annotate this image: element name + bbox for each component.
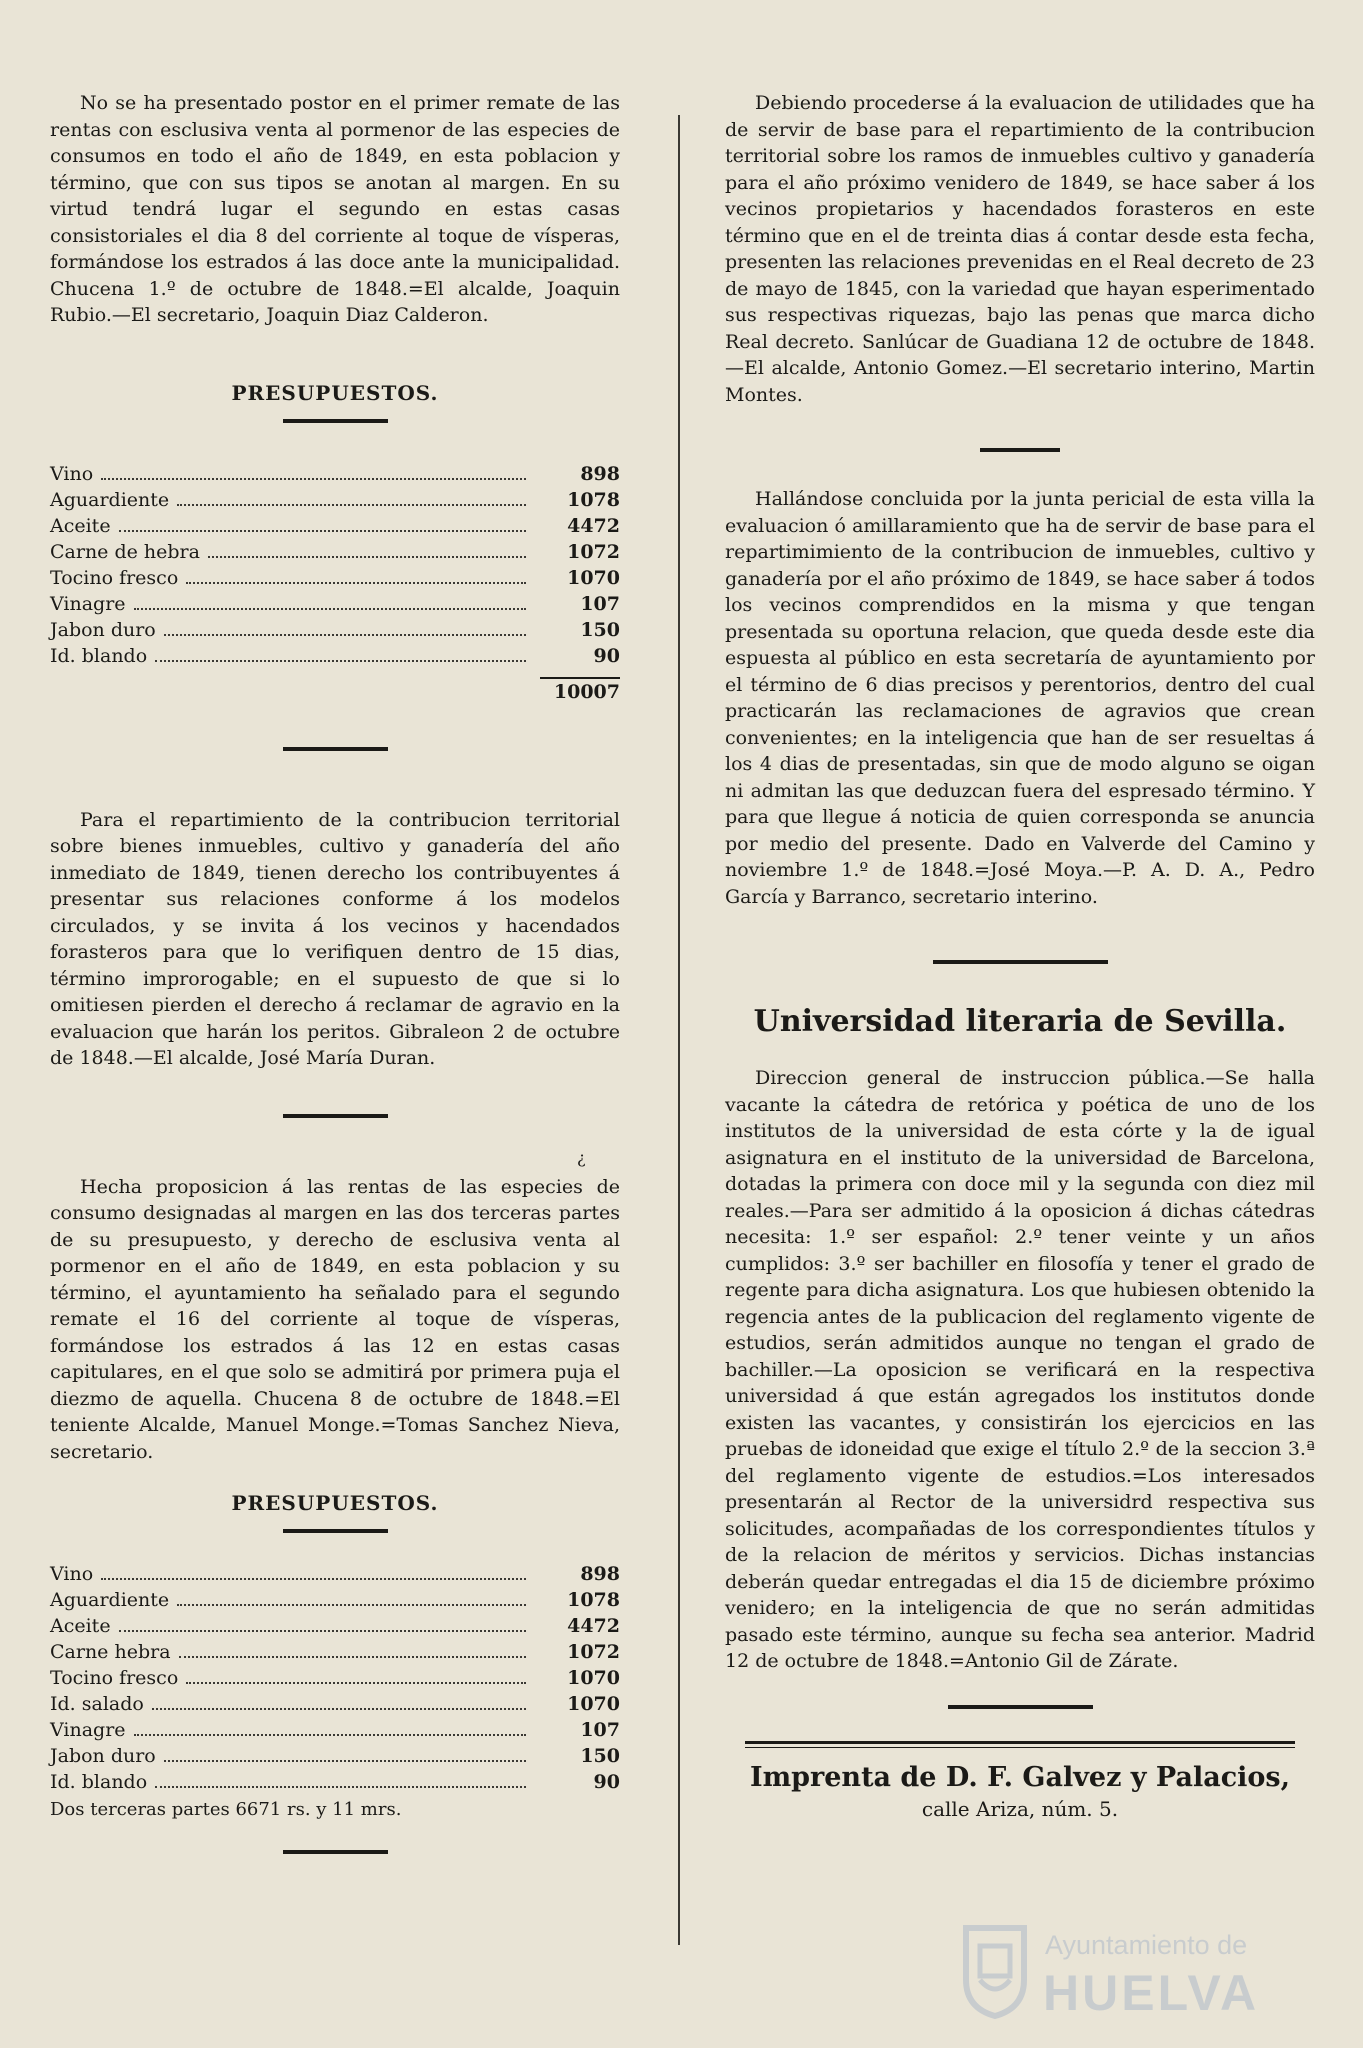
budget-footer: Dos terceras partes 6671 rs. y 11 mrs. <box>50 1799 402 1820</box>
budget-row: Vino 898 <box>50 1563 620 1585</box>
budget-row: Tocino fresco 1070 <box>50 1667 620 1689</box>
budget-row: Aceite 4472 <box>50 514 620 537</box>
budget-row: Vino 898 <box>50 462 620 485</box>
section-rule <box>283 1850 388 1854</box>
budget-table-1 <box>50 463 620 703</box>
margin-mark: ¿ <box>577 1148 586 1167</box>
budget-row: Carne hebra 1072 <box>50 1641 620 1663</box>
budget-total-row <box>50 677 620 703</box>
left-column <box>50 90 620 1854</box>
notice-valverde: Hallándose concluida por la junta pericial de esta villa la evaluacion ó amillaramiento que ha de servir de base para el repartimimiento de la contribucion de inmuebles, cultivo y ganadería por el año próximo de 1849, se hace saber á todos los vecinos comprendidos en la misma y que tengan presentada su oportuna relacion, que queda desde este dia espuesta al público en esta secretaría de ayuntamiento por el término de 6 dias precisos y perentorios, dentro del cual practicarán las reclamaciones de agravios que crean convenientes; en la inteligencia que han de ser resueltas á los 4 dias de presentadas, sin que de modo alguno se oigan ni admitan las que deduzcan fuera del espresado término. Y para que llegue á noticia de quien corresponda se anuncia por medio del presente. Dado en Valverde del Camino y noviembre 1.º de 1848.=José Moya.—P. A. D. A., Pedro García y Barranco, secretario interino. <box>725 488 1315 908</box>
budget-heading-2: PRESUPUESTOS. <box>231 1491 439 1515</box>
budget-row: Jabon duro 150 <box>50 1745 620 1767</box>
budget-row: Id. blando 90 <box>50 1771 620 1793</box>
budget-row: Tocino fresco 1070 <box>50 566 620 589</box>
budget-row: Vinagre 107 <box>50 1719 620 1741</box>
budget-row: Id. blando 90 <box>50 644 620 667</box>
notice-sanlucar: Debiendo procederse á la evaluacion de utilidades que ha de servir de base para el repartimiento de la contribucion territorial sobre los ramos de inmuebles cultivo y ganadería para el año próximo venidero de 1849, se hace saber á los vecinos propietarios y hacendados forasteros en este término que en el de treinta dias á contar desde esta fecha, presenten las relaciones prevenidas en el Real decreto de 23 de mayo de 1845, con la variedad que hayan esperimentado sus respectivas riquezas, bajo las penas que marca dicho Real decreto. Sanlúcar de Guadiana 12 de octubre de 1848.—El alcalde, Antonio Gomez.—El secretario interino, Martin Montes. <box>725 92 1315 406</box>
budget-row: Aguardiente 1078 <box>50 488 620 511</box>
notice-gibraleon: Para el repartimiento de la contribucion territorial sobre bienes inmuebles, cultivo y ganadería del año inmediato de 1849, tienen derecho los contribuyentes á presentar sus relaciones conforme á los modelos circulados, y se invita á los vecinos y hacendados forasteros para que lo verifiquen dentro de 15 dias, término improrogable; en el supuesto de que si lo omitiesen pierden el derecho á reclamar de agravio en la evaluacion que harán los peritos. Gibraleon 2 de octubre de 1848.—El alcalde, José María Duran. <box>50 808 620 1069</box>
imprint-name: Imprenta de D. F. Galvez y Palacios, <box>749 1761 1291 1793</box>
watermark-line1: Ayuntamiento de <box>1045 1930 1248 1960</box>
notice-chucena-second-auction: Hecha proposicion á las rentas de las especies de consumo designadas al margen en las dos terceras partes de su presupuesto, y derecho de esclusiva venta al pormenor en el año de 1849, en esta poblacion y su término, el ayuntamiento ha señalado para el segundo remate el 16 del corriente al toque de vísperas, formándose los estrados á las 12 en estas casas capitulares, en el que solo se admitirá por primera puja el diezmo de aquella. Chucena 8 de octubre de 1848.=El teniente Alcalde, Manuel Monge.=Tomas Sanchez Nieva, secretario. <box>50 1175 620 1463</box>
budget-row: Carne de hebra 1072 <box>50 540 620 563</box>
imprint-rule <box>745 1741 1295 1748</box>
budget-total: 10007 <box>540 677 620 703</box>
university-heading: Universidad literaria de Sevilla. <box>753 1004 1287 1039</box>
budget-row: Aguardiente 1078 <box>50 1589 620 1611</box>
archive-watermark <box>960 1920 1300 2030</box>
budget-row: Vinagre 107 <box>50 592 620 615</box>
budget-table-2 <box>50 1563 620 1820</box>
notice-university-chair: Direccion general de instruccion pública.—Se halla vacante la cátedra de retórica y poética de uno de los institutos de la universidad de esta córte y la de igual asignatura en el instituto de la universidad de Barcelona, dotadas la primera con doce mil y la segunda con diez mil reales.—Para ser admitido á la oposicion á dichas cátedras necesita: 1.º ser español: 2.º tener veinte y un años cumplidos: 3.º ser bachiller en filosofía y tener el grado de regente para dicha asignatura. Los que hubiesen obtenido la regencia antes de la publicacion del reglamento vigente de estudios, serán admitidos aunque no tengan el grado de bachiller.—La oposicion se verificará en la respectiva universidad á que están agregados los institutos donde existen las vacantes, y consistirán los ejercicios en las pruebas de idoneidad que exige el título 2.º de la seccion 3.ª del reglamento vigente de estudios.=Los interesados presentarán al Rector de la universidrd respectiva sus solicitudes, acompañadas de los correspondientes títulos y de la relacion de méritos y servicios. Dichas instancias deberán quedar entregadas el dia 15 de diciembre próximo venidero; en la inteligencia de que no serán admitidas pasado este término, aunque su fecha sea anterior. Madrid 12 de octubre de 1848.=Antonio Gil de Zárate. <box>725 1067 1315 1672</box>
budget-row: Jabon duro 150 <box>50 618 620 641</box>
budget-row: Id. salado 1070 <box>50 1693 620 1715</box>
right-column <box>725 90 1315 1821</box>
coat-of-arms-icon <box>960 1920 1030 2020</box>
notice-chucena-first-auction: No se ha presentado postor en el primer remate de las rentas con esclusiva venta al pormenor de las especies de consumos en todo el año de 1849, en esta poblacion y término, que con sus tipos se anotan al margen. En su virtud tendrá lugar el segundo en estas casas consistoriales el dia 8 del corriente al toque de vísperas, formándose los estrados á las doce ante la municipalidad. Chucena 1.º de octubre de 1848.=El alcalde, Joaquin Rubio.—El secretario, Joaquin Diaz Calderon. <box>50 92 620 326</box>
budget-row: Aceite 4472 <box>50 1615 620 1637</box>
column-divider <box>678 115 680 1945</box>
watermark-line2: HUELVA <box>1043 1965 1260 2021</box>
budget-heading-1: PRESUPUESTOS. <box>231 380 439 405</box>
imprint-address: calle Ariza, núm. 5. <box>921 1796 1119 1821</box>
